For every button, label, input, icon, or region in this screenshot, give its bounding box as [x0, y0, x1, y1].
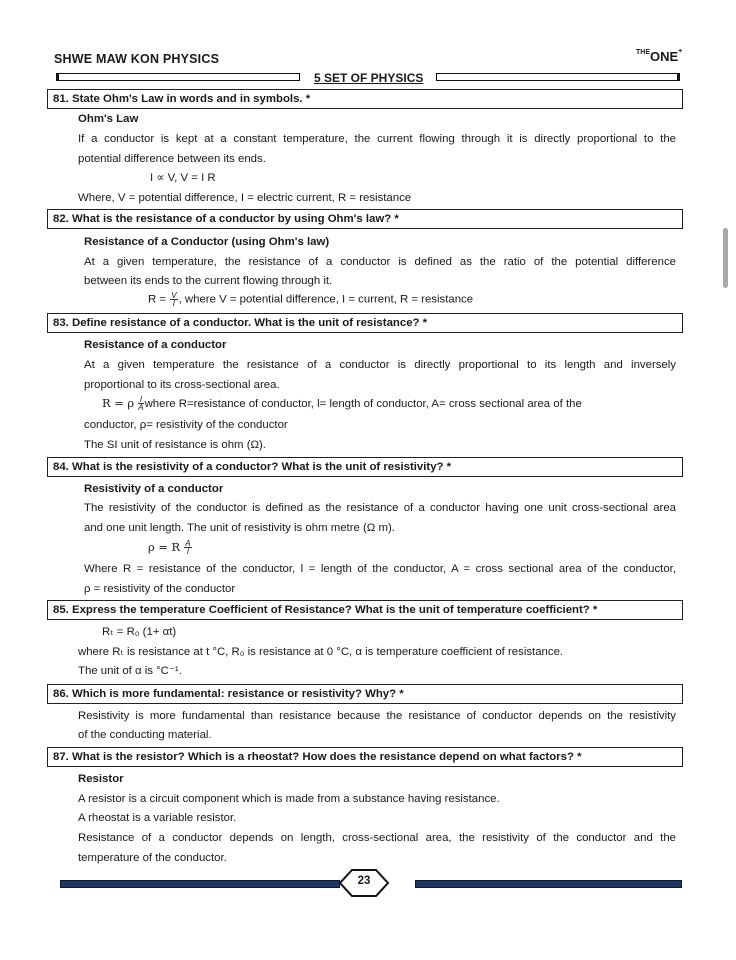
q84-line1: The resistivity of the conductor is defined as the resistance of a conductor having one unit cross-sectional area [84, 502, 676, 514]
q82-formula-rest: , where V = potential difference, I = current, R = resistance [178, 293, 474, 306]
q82-formula-lhs: R = [148, 293, 167, 306]
q83-frac-den: A [138, 403, 144, 413]
q84-line4: ρ = resistivity of the conductor [84, 583, 236, 595]
q82-frac-num: V [171, 291, 177, 300]
footer-bar-right [415, 880, 682, 888]
brand-mark: + [678, 48, 683, 55]
section-band-left [56, 73, 300, 81]
q83-formula-rest: where R=resistance of conductor, l= length of conductor, A= cross sectional area of the [144, 398, 582, 410]
q83-heading: Resistance of a conductor [84, 339, 227, 351]
q83-formula [102, 396, 676, 411]
q84-formula-lhs: ρ = R [148, 540, 181, 554]
question-87: 87. What is the resistor? Which is a rheostat? How does the resistance depend on what factors? * [47, 747, 683, 767]
q85-line2: The unit of α is °C⁻¹. [78, 665, 182, 677]
scrollbar-thumb[interactable] [723, 228, 728, 288]
q84-heading: Resistivity of a conductor [84, 483, 224, 495]
q84-frac-num: A [185, 539, 191, 549]
q87-line2: A rheostat is a variable resistor. [78, 812, 237, 824]
q84-line2: and one unit length. The unit of resistivity is ohm metre (Ω m). [84, 522, 395, 534]
q85-formula: Rₜ = R₀ (1+ αt) [102, 626, 177, 638]
q83-frac-num: l [140, 395, 142, 405]
footer-bar-left [60, 880, 340, 888]
section-label: 5 SET OF PHYSICS [314, 71, 424, 85]
q84-frac-den: l [187, 547, 189, 557]
q81-line2: potential difference between its ends. [78, 153, 266, 165]
brand-sup: THE [636, 49, 650, 56]
q84-formula [148, 540, 193, 555]
q81-line1: If a conductor is kept at a constant temperature, the current flowing through it is directly proportional to the [78, 133, 676, 145]
question-86: 86. Which is more fundamental: resistance or resistivity? Why? * [47, 684, 683, 704]
q81-where: Where, V = potential difference, I = electric current, R = resistance [78, 192, 412, 204]
q82-fraction [170, 292, 177, 307]
section-band-right [436, 73, 680, 81]
question-83: 83. Define resistance of a conductor. What is the unit of resistance? * [47, 313, 683, 333]
q83-line1: At a given temperature the resistance of a conductor is directly proportional to its length and inversely [84, 359, 676, 371]
question-85: 85. Express the temperature Coefficient of Resistance? What is the unit of temperature coefficient? * [47, 600, 683, 620]
q87-line1: A resistor is a circuit component which is made from a substance having resistance. [78, 793, 500, 805]
q85-line1: where Rₜ is resistance at t °C, R₀ is resistance at 0 °C, α is temperature coefficient of resistance. [78, 646, 564, 658]
page-number: 23 [357, 875, 371, 887]
q87-heading: Resistor [78, 773, 124, 785]
q82-line1: At a given temperature, the resistance of a conductor is defined as the ratio of the potential difference [84, 256, 676, 268]
q87-line4: temperature of the conductor. [78, 852, 227, 864]
q83-line2: proportional to its cross-sectional area. [84, 379, 280, 391]
q83-line4: conductor, ρ= resistivity of the conductor [84, 419, 288, 431]
q86-line2: of the conducting material. [78, 729, 212, 741]
q83-fraction [138, 396, 143, 411]
q81-heading: Ohm's Law [78, 113, 139, 125]
brand-main: ONE [650, 49, 679, 64]
q82-line2: between its ends to the current flowing through it. [84, 275, 333, 287]
q87-line3: Resistance of a conductor depends on length, cross-sectional area, the resistivity of the conductor and the [78, 832, 676, 844]
q83-line5: The SI unit of resistance is ohm (Ω). [84, 439, 266, 451]
q84-line3: Where R = resistance of the conductor, l = length of the conductor, A = cross sectional area of the conductor, [84, 563, 676, 575]
q84-fraction [184, 540, 191, 555]
q86-line1: Resistivity is more fundamental than resistance because the resistance of conductor depends on the resistivity [78, 710, 676, 722]
q82-formula [148, 292, 473, 307]
q83-formula-lhs: R = ρ [102, 396, 135, 410]
document-header-title: SHWE MAW KON PHYSICS [54, 52, 220, 66]
brand-logo [636, 48, 682, 66]
q82-frac-den: I [172, 299, 175, 308]
q81-formula: I ∝ V, V = I R [150, 172, 216, 184]
q82-heading: Resistance of a Conductor (using Ohm's law) [84, 236, 330, 248]
question-81: 81. State Ohm's Law in words and in symbols. * [47, 89, 683, 109]
question-82: 82. What is the resistance of a conductor by using Ohm's law? * [47, 209, 683, 229]
page-number-badge [338, 868, 390, 898]
question-84: 84. What is the resistivity of a conductor? What is the unit of resistivity? * [47, 457, 683, 477]
